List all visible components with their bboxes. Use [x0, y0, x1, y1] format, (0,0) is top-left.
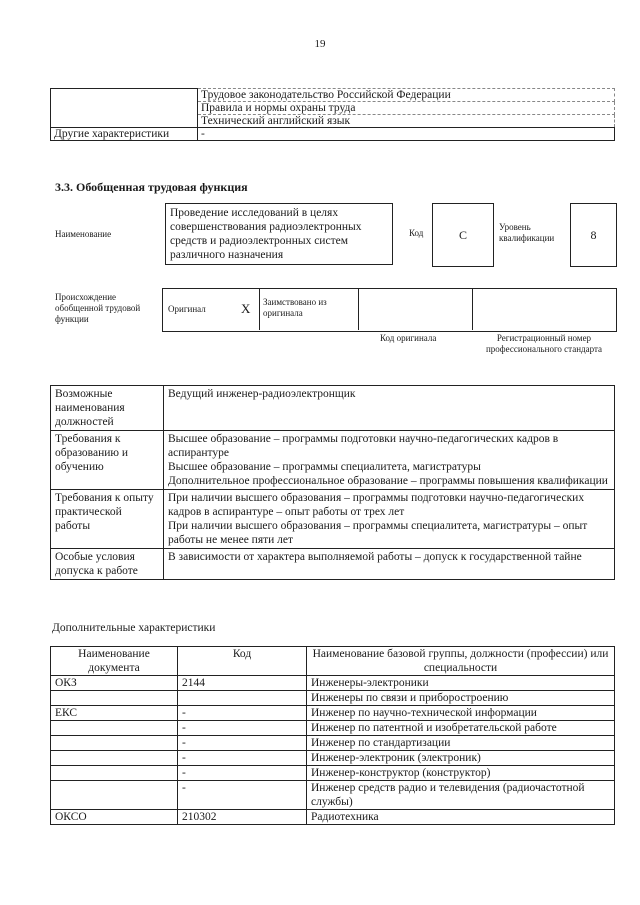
knowledge-item: Трудовое законодательство Российской Федерации [198, 89, 615, 102]
doc-cell [51, 766, 178, 781]
code-original-caption: Код оригинала [380, 333, 437, 343]
code-cell: - [178, 736, 307, 751]
name-cell: Инженер по научно-технической информации [307, 706, 615, 721]
blank-cell [51, 89, 198, 128]
code-cell: - [178, 721, 307, 736]
doc-cell [51, 691, 178, 706]
name-label: Наименование [55, 229, 112, 239]
divider [358, 288, 359, 330]
row-label: Возможные наименования должностей [51, 386, 164, 431]
row-line: Высшее образование – программы специалитета, магистратуры [168, 461, 481, 473]
name-cell: Радиотехника [307, 810, 615, 825]
row-line: При наличии высшего образования – программы специалитета, магистратуры – опыт работы не менее пяти лет [168, 520, 588, 546]
table-row [51, 766, 615, 781]
knowledge-item: Правила и нормы охраны труда [198, 102, 615, 115]
origin-label: Происхождение обобщенной трудовой функции [55, 292, 141, 324]
row-value [164, 549, 615, 580]
name-cell: Инженер средств радио и телевидения (радиочастотной службы) [307, 781, 615, 810]
doc-cell [51, 781, 178, 810]
code-value: C [432, 203, 494, 267]
borrowed-label: Заимствовано из оригинала [263, 297, 327, 318]
doc-cell: ОКСО [51, 810, 178, 825]
header-row [51, 647, 615, 676]
function-name: Проведение исследований в целях совершенствования радиоэлектронных средств и радиоэлектронных систем различного назначения [165, 203, 393, 265]
row-value [164, 490, 615, 549]
code-label: Код [409, 228, 424, 238]
level-value: 8 [570, 203, 617, 267]
code-cell [178, 691, 307, 706]
table-row [51, 691, 615, 706]
name-cell: Инженер по стандартизации [307, 736, 615, 751]
table-row [51, 706, 615, 721]
row-label: Особые условия допуска к работе [51, 549, 164, 580]
name-cell: Инженеры по связи и приборостроению [307, 691, 615, 706]
name-cell: Инженер по патентной и изобретательской работе [307, 721, 615, 736]
row-value [164, 386, 615, 431]
other-characteristics-value: - [198, 128, 615, 141]
code-cell: - [178, 706, 307, 721]
origin-row [162, 288, 617, 332]
additional-title: Дополнительные характеристики [52, 622, 216, 634]
additional-table [50, 646, 615, 825]
table-row [51, 751, 615, 766]
column-header: Наименование документа [51, 647, 178, 676]
name-cell: Инженеры-электроники [307, 676, 615, 691]
table-row [51, 676, 615, 691]
doc-cell [51, 721, 178, 736]
requirements-table [50, 385, 615, 580]
row-label: Требования к опыту практической работы [51, 490, 164, 549]
table-row [51, 490, 615, 549]
name-cell: Инженер-электроник (электроник) [307, 751, 615, 766]
row-line: Ведущий инженер-радиоэлектронщик [168, 388, 356, 400]
original-mark: X [241, 301, 251, 316]
reg-number-caption: Регистрационный номер профессионального стандарта [485, 333, 603, 354]
row-value [164, 431, 615, 490]
table-row [51, 431, 615, 490]
code-cell: 210302 [178, 810, 307, 825]
doc-cell: ОКЗ [51, 676, 178, 691]
row-line: В зависимости от характера выполняемой работы – допуск к государственной тайне [168, 551, 582, 563]
column-header: Наименование базовой группы, должности (профессии) или специальности [307, 647, 615, 676]
row-line: Дополнительное профессиональное образование – программы повышения квалификации [168, 475, 608, 487]
doc-cell [51, 736, 178, 751]
code-cell: - [178, 751, 307, 766]
other-characteristics-label: Другие характеристики [51, 128, 198, 141]
table-row [51, 781, 615, 810]
doc-cell [51, 751, 178, 766]
name-cell: Инженер-конструктор (конструктор) [307, 766, 615, 781]
column-header: Код [178, 647, 307, 676]
row-line: Высшее образование – программы подготовки научно-педагогических кадров в аспирантуре [168, 433, 559, 459]
row-label: Требования к образованию и обучению [51, 431, 164, 490]
divider [259, 288, 260, 330]
table-row [51, 549, 615, 580]
original-label: Оригинал [168, 304, 206, 314]
knowledge-table [50, 88, 615, 141]
table-row [51, 386, 615, 431]
knowledge-item: Технический английский язык [198, 115, 615, 128]
code-cell: - [178, 766, 307, 781]
table-row [51, 736, 615, 751]
row-line: При наличии высшего образования – программы подготовки научно-педагогических кадров в аспирантуре – опыт работы от трех лет [168, 492, 585, 518]
code-cell: 2144 [178, 676, 307, 691]
code-cell: - [178, 781, 307, 810]
level-label: Уровень квалификации [499, 222, 555, 243]
divider [472, 288, 473, 330]
doc-cell: ЕКС [51, 706, 178, 721]
table-row [51, 721, 615, 736]
section-title: 3.3. Обобщенная трудовая функция [55, 180, 248, 194]
page-number: 19 [314, 38, 326, 50]
table-row [51, 810, 615, 825]
